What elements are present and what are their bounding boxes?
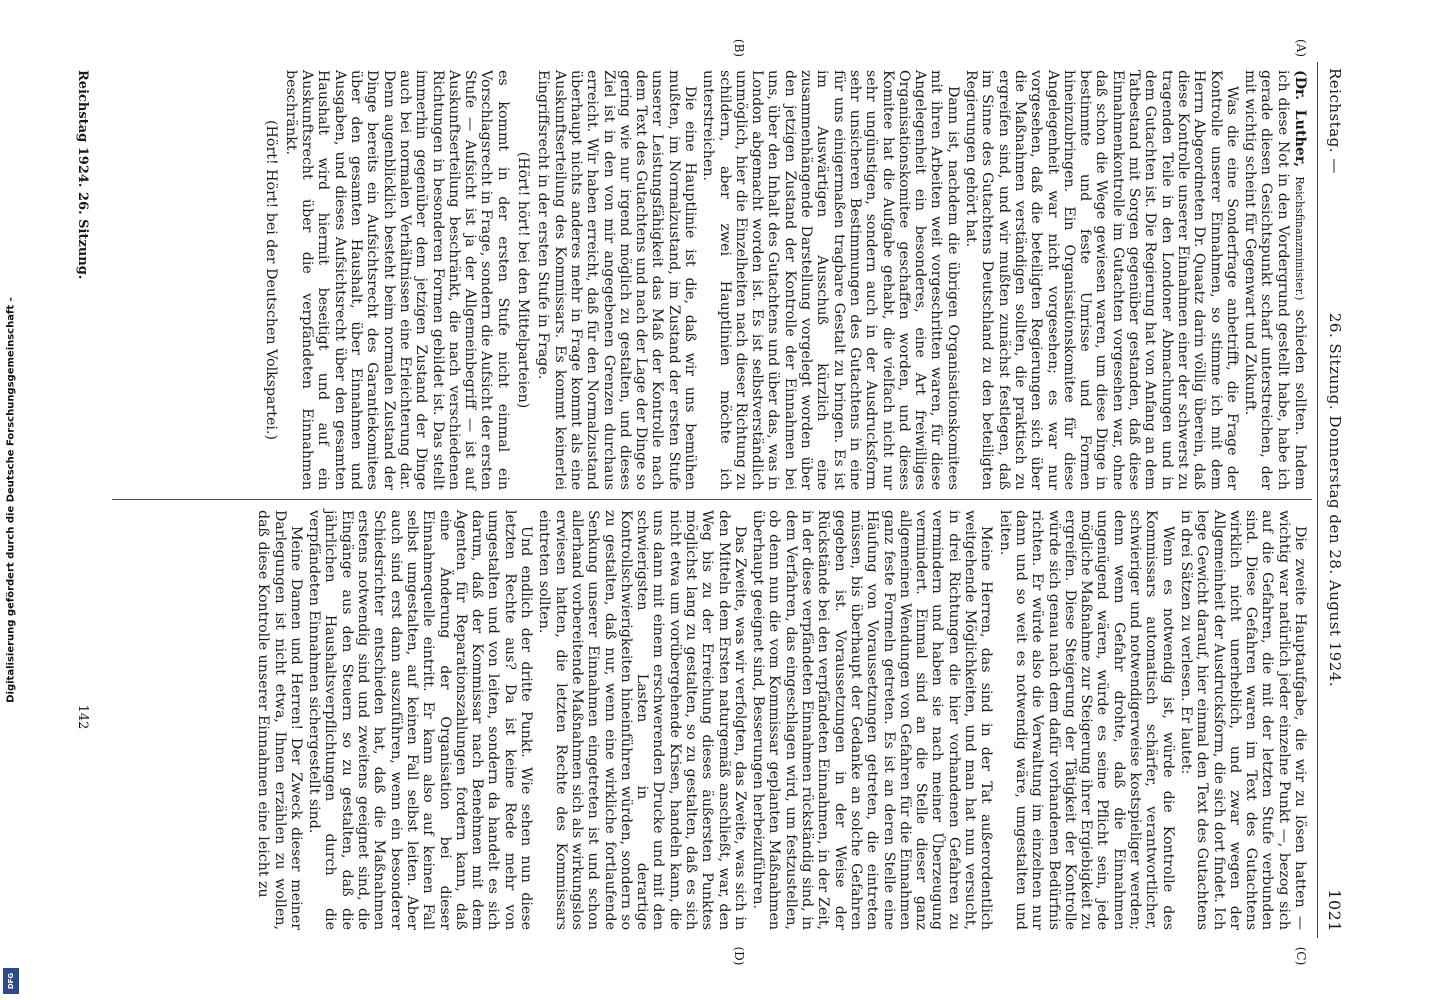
left-paragraph-5: es kommt in der ersten Stufe nicht einmal ein Vorschlagsrecht in Frage, sondern die Aufsicht der ersten Stufe — Aufsicht ist ja der Allgemeinbegriff — ist auf Auskunftserteilung beschränkt, die nach verschiedenen Richtungen in besonderen Formen gebildet ist. Das stellt immerhin gegenüber dem jetzigen Zustand der Dinge auch bei normalen Verhältnissen eine Erleichterung dar. Denn augenblicklich besteht beim normalen Zustand der Dinge bereits ein Aufsichtsrecht des Garantiekomitees über den gesamten Haushalt, über Einnahmen und Ausgaben, und dieses Aufsichtsrecht über den gesamten Haushalt wird hiermit beseitigt und auf ein Auskunftsrecht über die verpfändeten Einnahmen beschränkt. (282, 70, 511, 490)
right-column (253, 510, 1308, 930)
right-paragraph-4: Und endlich der dritte Punkt. Wie sehen nun diese letzten Rechte aus? Da ist keine Rede mehr von umgestalten und von leiten, sondern da handelt es sich darum, daß der Kommissar nach Benehmen mit dem Agenten für Reparationszahlungen fordern kann, daß eine Änderung der Organisation bei dieser Einnahmequelle eintritt. Er kann also auf keinen Fall selbst umgestalten, auf keinen Fall selbst leiten. Aber auch sind erst dann auszuführen, wenn ein besonderer Schiedsrichter entschieden hat, daß die Maßnahmen erstens notwendig sind und zweitens geeignet sind, die Eingänge aus den Steuern so zu gestalten, daß die jährlichen Haushaltsverpflichtungen durch die verpfändeten Einnahmen sichergestellt sind. (306, 510, 535, 930)
right-paragraph-2: Meine Herren, das sind in der Tat außerordentlich weitgehende Möglichkeiten, und man hat nun versucht, in drei Richtungen die hier vorhandenen Gefahren zu vermindern und haben sie nach meiner Überzeugung vermindert. Einmal sind an die Stelle dieser ganz allgemeinen Wendungen von Gefahren für die Einnahmen ganz feste Formeln getreten. Es ist an deren Stelle eine Häufung von Voraussetzungen getreten, die eintreten müssen, bis überhaupt der Gedanke an solche Gefahren gegeben ist. Voraussetzungen in der Weise der Rückstände bei den verpfändeten Einnahmen, in der Zeit, in der diese verpfändeten Einnahmen rückständig sind, in dem Verfahren, das eingeschlagen wird, um festzustellen, ob denn nun die vom Kommissar geplanten Maßnahmen überhaupt geeignet sind, Besserungen herbeizuführen. (750, 510, 995, 930)
dfg-logo-text: DFG (7, 972, 15, 990)
margin-marker-a: (A) (1294, 38, 1308, 58)
right-paragraph-5: Meine Damen und Herren! Der Zweck dieser meiner Darlegungen ist nicht etwa, Ihnen erzählen zu wollen, daß diese Kontrolle unserer Einnahmen eine leicht zu (255, 510, 304, 930)
scanned-page (52, 38, 1352, 966)
speaker-name: (Dr. Luther, (1292, 70, 1308, 168)
margin-marker-d: (D) (732, 946, 746, 966)
header-left: Reichstag. — (1326, 68, 1344, 174)
right-quote: Wenn es notwendig ist, würde die Kontrolle des Kommissars automatisch schärfer, verantwortlicher, schwieriger und notwendigerweise kostspieliger werden; denn wenn Gefahr drohte, daß die Einnahmen ungenügend wären, würde es seine Pflicht sein, jede mögliche Maßnahme zur Steigerung ihrer Ergiebigkeit zu ergreifen. Diese Steigerung der Tätigkeit der Kontrolle würde sich genau nach dem dafür vorhandenen Bedürfnis richten. Er würde also die Verwaltung im einzelnen nur dann und so weit es notwendig wäre, umgestalten und leiten. (996, 510, 1176, 930)
left-paragraph-3: Dann ist, nachdem die übrigen Organisationskomitees mit ihren Arbeiten weit vorgeschritten waren, für diese Angelegenheit ein besonderes, eine Art freiwilliges Organisationskomitee geschaffen worden, und dieses Komitee hat die Aufgabe gehabt, die vielfach nicht nur sehr ungünstigen, sondern auch in der Ausdrucksform sehr unsicheren Bestimmungen des Gutachtens in eine für uns einigermaßen tragbare Gestalt zu bringen. Es ist im Auswärtigen Ausschuß kürzlich eine zusammenhängende Darstellung vorgelegt worden über den jetzigen Zustand der Kontrolle der Einnahmen bei uns, über den Inhalt des Gutachtens und über das, was in London abgemacht worden ist. Es ist selbstverständlich unmöglich, hier die Einzelheiten nach dieser Richtung zu schildern, aber zwei Hauptlinien möchte ich unterstreichen. (700, 70, 961, 490)
footer-session: Reichstag 1924. 26. Sitzung. (75, 70, 90, 280)
footer-sheet-number: 142 (75, 704, 90, 730)
margin-marker-b: (B) (732, 38, 746, 58)
speaker-role: Reichsfinanzminister.) (1293, 176, 1306, 301)
interjection-2: (Hört! Hört! bei der Deutschen Volkspartei.) (262, 120, 279, 440)
left-paragraph-2: Was die eine Sonderfrage anbetrifft, die Frage der Kontrolle unserer Einnahmen, so stimme ich mit dem Herrn Abgeordneten Dr. Quaatz darin völlig überein, daß diese Kontrolle unserer Einnahmen einer der schwerst zu tragenden Teile in den Londoner Abmachungen und in dem Gutachten ist. Die Regierung hat von Anfang an dem Tatbestand mit Sorgen gegenüber gestanden, daß diese Einnahmenkontrolle im Gutachten vorgesehen war, ohne daß schon die Wege gewiesen waren, um diese Dinge in bestimmte und feste Umrisse und Formen hineinzubringen. Ein Organisationskomitee für diese Angelegenheit war nicht vorgesehen; es war nur vorgesehen, daß die beteiligten Regierungen sich über die Maßnahmen verständigen sollten, die praktisch zu ergreifen sind, und wir mußten zunächst festlegen, daß im Sinne des Gutachtens Deutschland zu den beteiligten Regierungen gehört hat. (963, 70, 1240, 490)
funding-sidebar (0, 0, 22, 1000)
page-number-top: 1021 (1325, 889, 1344, 932)
page-header (1317, 62, 1352, 938)
header-center: 26. Sitzung. Donnerstag den 28. August 1924. (1326, 312, 1344, 688)
funding-notice: Digitalisierung gefördert durch die Deutsche Forschungsgemeinschaft - (5, 297, 17, 703)
left-column (258, 70, 1308, 490)
right-paragraph-3: Das Zweite, was wir verfolgten, das Zweite, was sich in den Mitteln dem Ersten naturgemäß anschließt, war, den Weg bis zu der Erreichung dieses äußersten Punktes möglichst lang zu gestalten, so zu gestalten, daß es sich nicht etwa um vorübergehende Krisen, handeln kann, die uns dann mit einem erschwerenden Drucke und mit den schwierigsten Lasten in derartige Kontrollschwierigkeiten hineinführen würden, sondern so zu gestalten, daß nur, wenn eine wirkliche fortlaufende Senkung unserer Einnahmen eingetreten ist und schon allerhand vorbereitende Maßnahmen sich als wirkungslos erwiesen hatten, die letzten Rechte des Kommissars eintreten sollten. (536, 510, 748, 930)
dfg-logo (3, 968, 19, 994)
interjection-1: (Hört! hört! bei den Mittelparteien) (515, 151, 532, 409)
left-paragraph-1 (1242, 70, 1308, 490)
margin-marker-c: (C) (1294, 946, 1308, 966)
right-paragraph-1: Die zweite Hauptaufgabe, die wir zu lösen hatten — wichtig war natürlich jeder einzelne Punkt —, bezog sich auf die Gefahren, die mit der letzten Stufe verbunden sind. Diese Gefahren waren im Text des Gutachtens wirklich nicht unerheblich, und zwar wegen der Allgemeinheit der Ausdrucksform, die sich dort findet. Ich lege Gewicht darauf, hier einmal den Text des Gutachtens in drei Sätzen zu verlesen. Er lautet: (1177, 510, 1308, 930)
left-paragraph-4: Die eine Hauptlinie ist die, daß wir uns bemühen mußten, im Normalzustand, im Zustand der ersten Stufe unserer Leistungsfähigkeit das Maß der Kontrolle nach dem Text des Gutachtens und nach der Lage der Dinge so gering wie nur irgend möglich zu gestalten, und dieses Ziel ist in den von mir angegebenen Grenzen durchaus erreicht. Wir haben erreicht, daß für den Normalzustand überhaupt nichts anderes mehr in Frage kommt als eine Auskunftserteilung des Kommissars. Es kommt keinerlei Eingriffsrecht in der ersten Stufe in Frage. (535, 70, 699, 490)
column-divider (112, 499, 1312, 500)
left-paragraph-1-text: schieden sollten. Indem ich diese Not in den Vordergrund gestellt habe, habe ich gerade diesen Gesichtspunkt scharf unterstreichen, der mit wichtig scheint für Gegenwart und Zukunft. (1242, 70, 1308, 490)
